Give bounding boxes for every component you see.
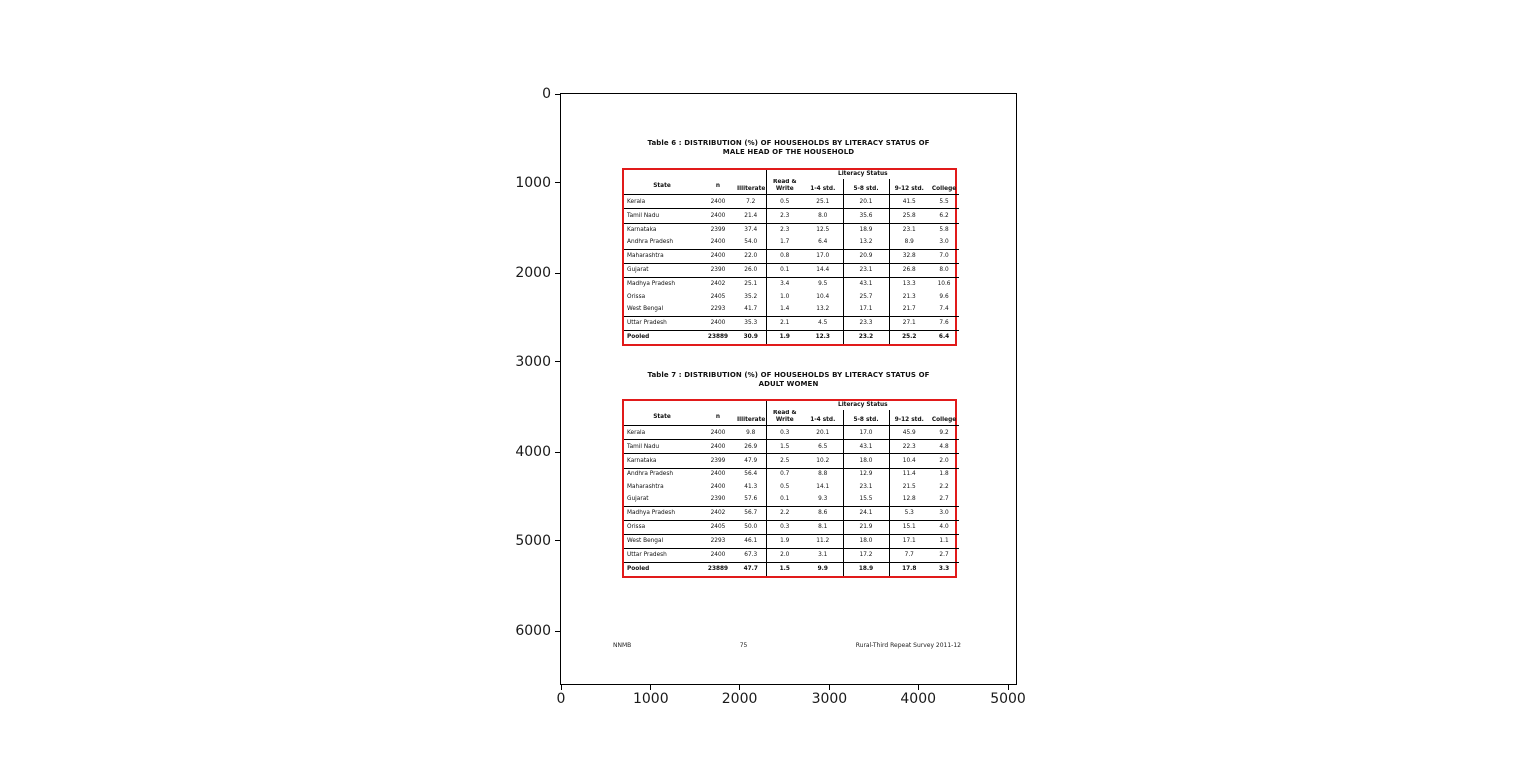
value-cell: 2402 xyxy=(710,281,726,288)
x-axis-tick-label: 3000 xyxy=(811,691,848,707)
state-cell: West Bengal xyxy=(624,303,700,316)
table-row xyxy=(624,317,959,331)
value-cell: 7.6 xyxy=(939,320,949,327)
value-cell: 35.2 xyxy=(736,291,766,303)
value-cell: 6.4 xyxy=(929,331,959,344)
value-cell: 2390 xyxy=(700,264,736,278)
value-cell: 2.2 xyxy=(939,483,949,490)
value-cell: 8.8 xyxy=(803,468,843,481)
value-cell: 27.1 xyxy=(902,320,916,327)
table-row xyxy=(624,507,959,521)
value-cell: 35.3 xyxy=(736,317,766,331)
value-cell: 18.0 xyxy=(843,454,889,468)
value-cell: 21.7 xyxy=(889,303,929,316)
y-tick-mark xyxy=(555,273,560,274)
value-cell: 23.2 xyxy=(843,331,889,344)
table-row xyxy=(624,493,959,506)
table6-title-line2: MALE HEAD OF THE HOUSEHOLD xyxy=(722,148,855,156)
footer-right: Rural-Third Repeat Survey 2011-12 xyxy=(855,642,961,649)
footer-left: NNMB xyxy=(613,642,632,649)
value-cell: 17.1 xyxy=(889,535,929,549)
x-axis-tick-label: 0 xyxy=(556,691,566,707)
value-cell: 24.1 xyxy=(843,507,889,521)
value-cell: 9.5 xyxy=(803,278,843,291)
value-cell: 0.8 xyxy=(766,250,803,264)
value-cell: 5.5 xyxy=(929,195,959,209)
value-cell: 25.7 xyxy=(843,291,889,303)
value-cell: 6.4 xyxy=(803,236,843,249)
value-cell: 7.0 xyxy=(929,250,959,264)
value-cell: 13.3 xyxy=(902,281,916,288)
value-cell: 0.1 xyxy=(766,264,803,278)
value-cell: 23.3 xyxy=(843,317,889,331)
y-tick-mark xyxy=(555,361,560,362)
group-header-row xyxy=(624,401,959,410)
value-cell: 17.0 xyxy=(803,250,843,264)
table6-title xyxy=(561,139,1016,157)
table-row xyxy=(624,264,959,278)
state-cell: Tamil Nadu xyxy=(624,209,700,223)
value-cell: 0.7 xyxy=(780,471,790,478)
value-cell: 9.3 xyxy=(803,493,843,506)
value-cell: 12.9 xyxy=(843,468,889,481)
value-cell: 23.1 xyxy=(843,481,889,493)
state-cell: Orissa xyxy=(627,293,646,300)
value-cell: 2405 xyxy=(700,521,736,535)
table-row xyxy=(624,291,959,303)
value-cell: 41.3 xyxy=(736,481,766,493)
value-cell: 17.1 xyxy=(843,303,889,316)
value-cell: 46.1 xyxy=(736,535,766,549)
state-cell: Andhra Pradesh xyxy=(624,236,700,249)
value-cell: 10.2 xyxy=(803,454,843,468)
table-row xyxy=(624,468,959,481)
value-cell: 35.6 xyxy=(843,209,889,223)
value-cell: 9.6 xyxy=(939,293,949,300)
value-cell: 10.4 xyxy=(889,454,929,468)
column-header-row xyxy=(624,410,959,426)
column-header: Illiterate xyxy=(736,179,766,195)
y-tick-mark xyxy=(555,94,560,95)
value-cell: 0.3 xyxy=(766,521,803,535)
value-cell: 2.0 xyxy=(780,552,790,559)
state-cell: West Bengal xyxy=(624,535,700,549)
value-cell: 2390 xyxy=(700,493,736,506)
value-cell: 1.1 xyxy=(929,535,959,549)
table-row xyxy=(624,521,959,535)
value-cell: 13.2 xyxy=(803,303,843,316)
value-cell: 2.0 xyxy=(929,454,959,468)
table-row xyxy=(624,426,959,440)
table-row xyxy=(624,303,959,316)
value-cell: 18.9 xyxy=(843,223,889,236)
y-tick-mark xyxy=(555,182,560,183)
value-cell: 5.8 xyxy=(939,226,949,233)
state-cell: Karnataka xyxy=(627,226,657,233)
y-tick-mark xyxy=(555,540,560,541)
value-cell: 57.6 xyxy=(736,493,766,506)
value-cell: 2400 xyxy=(710,483,726,490)
y-axis-tick-label: 6000 xyxy=(515,623,551,640)
value-cell: 23889 xyxy=(700,563,736,576)
x-tick-mark xyxy=(829,685,830,690)
state-cell: Uttar Pradesh xyxy=(627,320,667,327)
table-row xyxy=(624,440,959,454)
value-cell: 54.0 xyxy=(736,236,766,249)
value-cell: 18.0 xyxy=(843,535,889,549)
value-cell: 15.1 xyxy=(889,521,929,535)
table6-box xyxy=(622,168,957,346)
state-cell: Maharashtra xyxy=(624,250,700,264)
value-cell: 4.8 xyxy=(929,440,959,454)
state-cell: Tamil Nadu xyxy=(624,440,700,454)
column-header: State xyxy=(624,179,700,195)
value-cell: 2.2 xyxy=(766,507,803,521)
column-header: 1-4 std. xyxy=(803,410,843,426)
value-cell: 21.9 xyxy=(843,521,889,535)
value-cell: 3.0 xyxy=(929,236,959,249)
value-cell: 2400 xyxy=(700,209,736,223)
value-cell: 9.2 xyxy=(929,426,959,440)
table7-title-line1: Table 7 : DISTRIBUTION (%) OF HOUSEHOLDS BY LITERACY STATUS OF xyxy=(647,371,930,379)
table-row xyxy=(624,454,959,468)
state-cell: Pooled xyxy=(624,563,700,576)
value-cell: 2.1 xyxy=(780,320,790,327)
state-cell: Pooled xyxy=(624,331,700,344)
y-axis-tick-label: 4000 xyxy=(515,444,551,460)
value-cell: 1.7 xyxy=(766,236,803,249)
value-cell: 26.0 xyxy=(736,264,766,278)
value-cell: 1.8 xyxy=(939,471,949,478)
value-cell: 1.9 xyxy=(766,535,803,549)
value-cell: 18.9 xyxy=(843,563,889,576)
value-cell: 0.5 xyxy=(766,195,803,209)
x-tick-mark xyxy=(561,685,562,690)
column-header: n xyxy=(700,410,736,426)
value-cell: 32.8 xyxy=(889,250,929,264)
y-axis-tick-label: 1000 xyxy=(515,174,551,191)
value-cell: 1.5 xyxy=(766,563,803,576)
figure-axes xyxy=(515,86,1026,707)
value-cell: 7.4 xyxy=(929,303,959,316)
value-cell: 3.0 xyxy=(929,507,959,521)
value-cell: 20.1 xyxy=(843,195,889,209)
value-cell: 12.8 xyxy=(889,493,929,506)
value-cell: 1.4 xyxy=(766,303,803,316)
value-cell: 23.1 xyxy=(902,226,916,233)
table-row xyxy=(624,250,959,264)
value-cell: 10.6 xyxy=(937,281,951,288)
value-cell: 2.3 xyxy=(766,209,803,223)
table6-title-line1: Table 6 : DISTRIBUTION (%) OF HOUSEHOLDS BY LITERACY STATUS OF xyxy=(647,139,930,147)
value-cell: 7.7 xyxy=(904,552,914,559)
value-cell: 37.4 xyxy=(736,223,766,236)
value-cell: 3.1 xyxy=(803,549,843,563)
value-cell: 8.0 xyxy=(929,264,959,278)
value-cell: 2399 xyxy=(710,226,726,233)
value-cell: 41.5 xyxy=(889,195,929,209)
column-header: College xyxy=(929,179,959,195)
column-header: 5-8 std. xyxy=(843,179,889,195)
value-cell: 2.7 xyxy=(929,493,959,506)
group-header-row xyxy=(624,170,959,179)
value-cell: 10.4 xyxy=(803,291,843,303)
state-cell: Kerala xyxy=(624,426,700,440)
value-cell: 2.3 xyxy=(780,226,790,233)
value-cell: 2402 xyxy=(700,507,736,521)
literacy-table xyxy=(624,401,959,576)
value-cell: 20.1 xyxy=(803,426,843,440)
table-row xyxy=(624,223,959,236)
state-cell: Karnataka xyxy=(624,454,700,468)
value-cell: 5.3 xyxy=(889,507,929,521)
table-row xyxy=(624,195,959,209)
x-tick-mark xyxy=(1008,685,1009,690)
state-cell: Kerala xyxy=(624,195,700,209)
column-header: 9-12 std. xyxy=(889,179,929,195)
value-cell: 4.0 xyxy=(929,521,959,535)
state-cell: Madhya Pradesh xyxy=(627,281,676,288)
value-cell: 2293 xyxy=(700,303,736,316)
table-row xyxy=(624,278,959,291)
value-cell: 43.1 xyxy=(843,278,889,291)
value-cell: 8.0 xyxy=(803,209,843,223)
literacy-status-group-header: Literacy Status xyxy=(766,170,959,179)
state-cell: Maharashtra xyxy=(627,483,664,490)
value-cell: 21.4 xyxy=(736,209,766,223)
column-header: 5-8 std. xyxy=(843,410,889,426)
y-axis-tick-label: 3000 xyxy=(515,353,551,370)
state-cell: Andhra Pradesh xyxy=(627,471,674,478)
value-cell: 2293 xyxy=(700,535,736,549)
value-cell: 2405 xyxy=(710,293,726,300)
value-cell: 17.0 xyxy=(843,426,889,440)
value-cell: 1.5 xyxy=(766,440,803,454)
column-header: State xyxy=(624,410,700,426)
value-cell: 12.5 xyxy=(803,223,843,236)
value-cell: 8.9 xyxy=(889,236,929,249)
value-cell: 21.3 xyxy=(902,293,916,300)
value-cell: 21.5 xyxy=(902,483,916,490)
value-cell: 23.1 xyxy=(843,264,889,278)
value-cell: 30.9 xyxy=(736,331,766,344)
table7-title xyxy=(561,371,1016,389)
table-row xyxy=(624,236,959,249)
table-row xyxy=(624,481,959,493)
value-cell: 1.0 xyxy=(780,293,790,300)
table-row xyxy=(624,549,959,563)
y-axis-tick-label: 5000 xyxy=(515,532,551,549)
value-cell: 8.1 xyxy=(803,521,843,535)
value-cell: 4.5 xyxy=(803,317,843,331)
value-cell: 11.2 xyxy=(803,535,843,549)
column-header: College xyxy=(929,410,959,426)
group-header-spacer xyxy=(624,401,766,410)
y-tick-mark xyxy=(555,631,560,632)
value-cell: 25.1 xyxy=(736,278,766,291)
value-cell: 9.9 xyxy=(803,563,843,576)
value-cell: 0.1 xyxy=(766,493,803,506)
value-cell: 3.4 xyxy=(780,281,790,288)
x-axis-tick-label: 5000 xyxy=(990,691,1026,707)
x-axis-tick-label: 2000 xyxy=(721,691,758,707)
value-cell: 3.3 xyxy=(929,563,959,576)
value-cell: 17.8 xyxy=(889,563,929,576)
value-cell: 25.8 xyxy=(889,209,929,223)
value-cell: 20.9 xyxy=(843,250,889,264)
value-cell: 56.7 xyxy=(736,507,766,521)
value-cell: 0.3 xyxy=(766,426,803,440)
value-cell: 22.3 xyxy=(889,440,929,454)
value-cell: 14.4 xyxy=(803,264,843,278)
value-cell: 25.2 xyxy=(889,331,929,344)
value-cell: 2.7 xyxy=(939,552,949,559)
value-cell: 50.0 xyxy=(736,521,766,535)
state-cell: Uttar Pradesh xyxy=(627,552,667,559)
value-cell: 15.5 xyxy=(843,493,889,506)
value-cell: 2400 xyxy=(710,552,726,559)
value-cell: 6.5 xyxy=(803,440,843,454)
y-axis-tick-label: 2000 xyxy=(515,265,551,281)
column-header: Illiterate xyxy=(736,410,766,426)
table-row xyxy=(624,535,959,549)
state-cell: Gujarat xyxy=(624,493,700,506)
literacy-status-group-header: Literacy Status xyxy=(766,401,959,410)
column-header: Read & Write xyxy=(766,410,803,426)
column-header: Read & Write xyxy=(766,179,803,195)
y-axis-tick-label: 0 xyxy=(542,86,551,102)
value-cell: 2400 xyxy=(700,195,736,209)
state-cell: Orissa xyxy=(624,521,700,535)
value-cell: 17.2 xyxy=(843,549,889,563)
value-cell: 67.3 xyxy=(736,549,766,563)
value-cell: 6.2 xyxy=(929,209,959,223)
value-cell: 14.1 xyxy=(803,481,843,493)
value-cell: 2400 xyxy=(710,320,726,327)
state-cell: Madhya Pradesh xyxy=(624,507,700,521)
value-cell: 2400 xyxy=(710,471,726,478)
value-cell: 12.3 xyxy=(803,331,843,344)
value-cell: 9.8 xyxy=(736,426,766,440)
x-axis-tick-label: 4000 xyxy=(900,691,937,707)
footer-page-number: 75 xyxy=(739,642,748,649)
x-tick-mark xyxy=(650,685,651,690)
value-cell: 23889 xyxy=(700,331,736,344)
value-cell: 2400 xyxy=(700,250,736,264)
value-cell: 26.9 xyxy=(736,440,766,454)
x-tick-mark xyxy=(739,685,740,690)
value-cell: 56.4 xyxy=(736,468,766,481)
table7-box xyxy=(622,399,957,578)
value-cell: 2.5 xyxy=(766,454,803,468)
column-header: n xyxy=(700,179,736,195)
y-tick-mark xyxy=(555,452,560,453)
value-cell: 25.1 xyxy=(803,195,843,209)
column-header: 1-4 std. xyxy=(803,179,843,195)
value-cell: 26.8 xyxy=(889,264,929,278)
value-cell: 8.6 xyxy=(803,507,843,521)
table7-title-line2: ADULT WOMEN xyxy=(758,380,819,388)
value-cell: 22.0 xyxy=(736,250,766,264)
x-axis-tick-label: 1000 xyxy=(632,691,669,707)
column-header: 9-12 std. xyxy=(889,410,929,426)
value-cell: 47.7 xyxy=(736,563,766,576)
group-header-spacer xyxy=(624,170,766,179)
page-footer xyxy=(613,642,961,649)
value-cell: 2400 xyxy=(700,426,736,440)
value-cell: 0.5 xyxy=(780,483,790,490)
value-cell: 47.9 xyxy=(736,454,766,468)
value-cell: 45.9 xyxy=(889,426,929,440)
column-header-row xyxy=(624,179,959,195)
literacy-table xyxy=(624,170,959,344)
value-cell: 41.7 xyxy=(736,303,766,316)
value-cell: 2400 xyxy=(700,236,736,249)
state-cell: Gujarat xyxy=(624,264,700,278)
x-tick-mark xyxy=(918,685,919,690)
table-row xyxy=(624,563,959,576)
table-row xyxy=(624,331,959,344)
value-cell: 1.9 xyxy=(766,331,803,344)
value-cell: 13.2 xyxy=(843,236,889,249)
value-cell: 2399 xyxy=(700,454,736,468)
value-cell: 2400 xyxy=(700,440,736,454)
value-cell: 11.4 xyxy=(902,471,916,478)
value-cell: 7.2 xyxy=(736,195,766,209)
table-row xyxy=(624,209,959,223)
value-cell: 43.1 xyxy=(843,440,889,454)
